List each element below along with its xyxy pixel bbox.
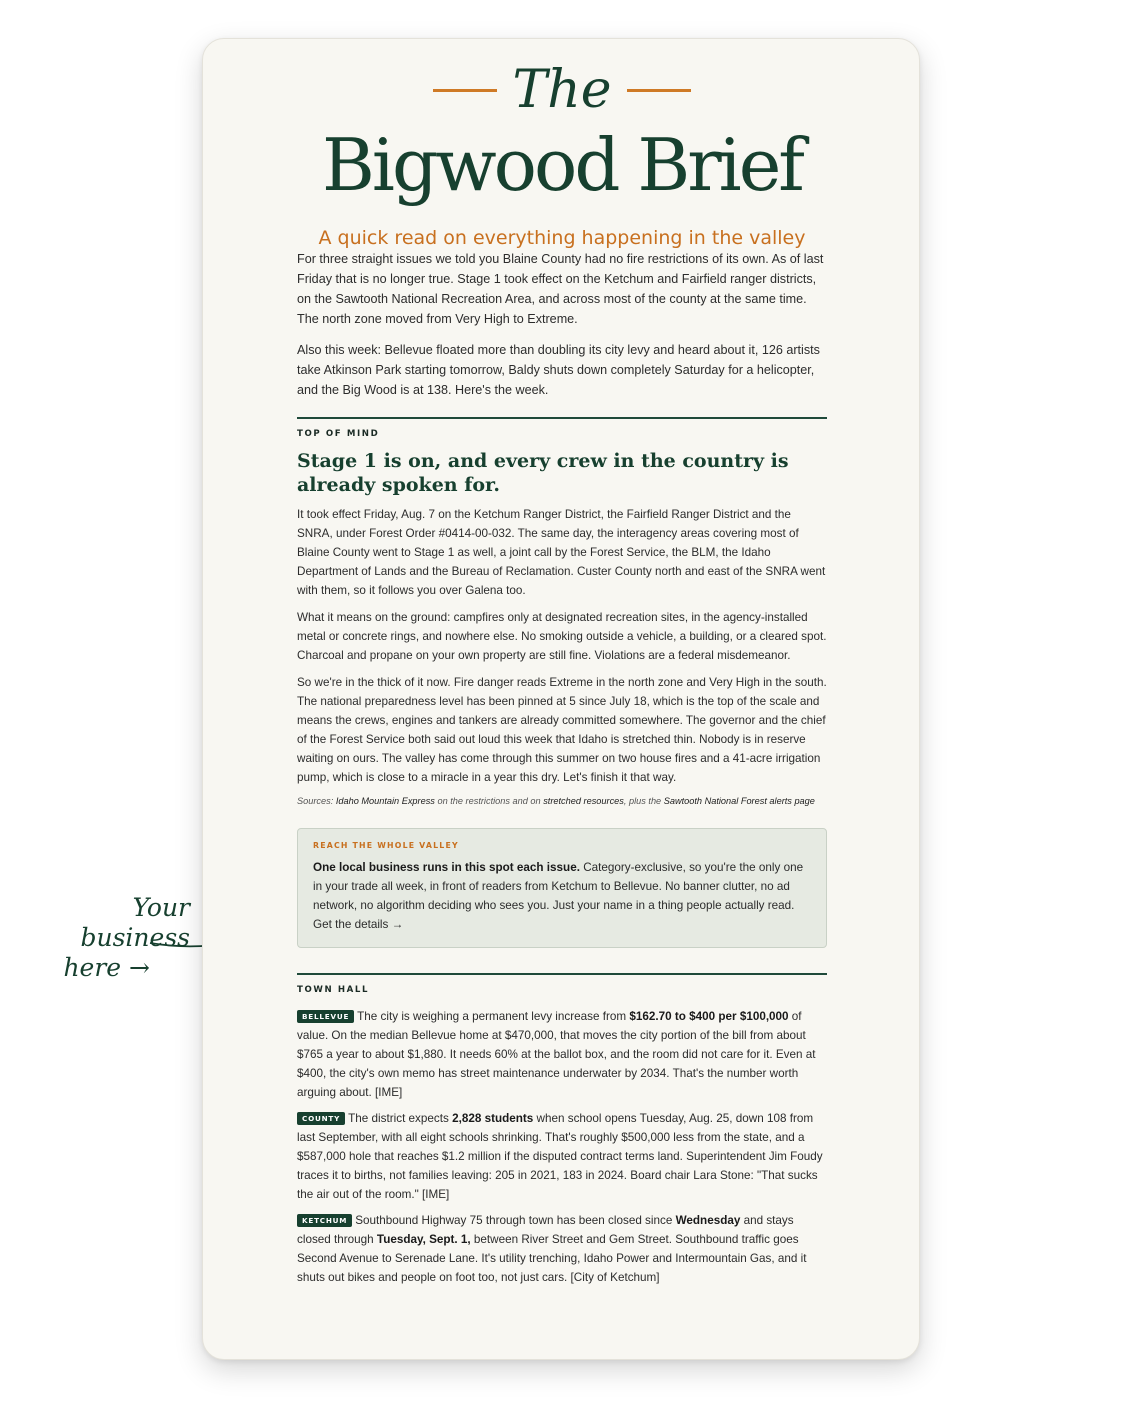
item-text: between River Street and Gem Street. Southbound traffic goes Second Avenue to Serenade Lane. It's utility trenching, Idaho Power and Intermountain Gas, and it shuts out bikes and people on foot too, not just cars. [City of Ketchum]	[297, 1233, 807, 1284]
newsletter-title: Bigwood Brief	[322, 123, 802, 207]
section-divider	[297, 973, 827, 975]
town-hall-section	[297, 985, 827, 1287]
ad-slot	[297, 828, 827, 948]
newsletter-tagline: A quick read on everything happening in the valley	[318, 227, 806, 249]
intro-paragraph: Also this week: Bellevue floated more than doubling its city levy and heard about it, 126 artists take Atkinson Park starting tomorrow, Baldy shuts down completely Saturday for a helicopter, and the Big Wood is at 138. Here's the week.	[297, 343, 820, 397]
top-of-mind-section	[297, 429, 827, 808]
item-bold: 2,828 students	[452, 1112, 534, 1125]
callout-line-2: here →	[63, 953, 150, 982]
ad-details-link[interactable]: Get the details →	[313, 918, 404, 931]
ad-text: Category-exclusive, so you're the only one in your trade all week, in front of readers from Ketchum to Bellevue. No banner clutter, no ad network, no algorithm deciding who sees you. Just your name in a thing people actually read.	[313, 861, 804, 912]
town-badge-ketchum: KETCHUM	[297, 1214, 352, 1227]
newsletter-card	[202, 38, 920, 1360]
story-paragraph: It took effect Friday, Aug. 7 on the Ketchum Ranger District, the Fairfield Ranger District and the SNRA, under Forest Order #0414-00-032. The same day, the interagency areas covering most of Blaine County went to Stage 1 as well, a joint call by the Forest Service, the BLM, the Idaho Department of Lands and the Bureau of Reclamation. Custer County north and east of the SNRA went with them, so it follows you over Galena too.	[297, 508, 826, 597]
masthead-the-row	[203, 57, 920, 123]
story-paragraph: What it means on the ground: campfires only at designated recreation sites, in the agency-installed metal or concrete rings, and nowhere else. No smoking outside a vehicle, a building, or a cleared spot. Charcoal and propane on your own property are still fine. Violations are a federal misdemeanor.	[297, 611, 827, 662]
intro	[297, 249, 827, 400]
sources-text: , plus the	[623, 796, 664, 806]
ad-bold: One local business runs in this spot each issue.	[313, 861, 580, 874]
intro-paragraph: For three straight issues we told you Blaine County had no fire restrictions of its own. As of last Friday that is no longer true. Stage 1 took effect on the Ketchum and Fairfield ranger districts, on the Sawtooth National Recreation Area, and across most of the county at the same time. The north zone moved from Very High to Extreme.	[297, 252, 824, 326]
town-badge-county: COUNTY	[297, 1112, 345, 1125]
item-text: of value. On the median Bellevue home at $470,000, that moves the city portion of the bill from about $765 a year to about $1,880. It needs 60% at the ballot box, and the room did not care for it. Even at $400, the city's own memo has street maintenance underwater by 2034. That's the number worth arguing about. [IME]	[297, 1010, 816, 1099]
item-text: The city is weighing a permanent levy increase from	[357, 1010, 630, 1023]
ad-label: REACH THE WHOLE VALLEY	[313, 841, 459, 850]
section-label-town-hall: TOWN HALL	[297, 985, 370, 995]
town-hall-item	[297, 1211, 827, 1287]
item-text: The district expects	[348, 1112, 453, 1125]
masthead-rule-left	[433, 89, 497, 92]
newsletter-content	[297, 249, 827, 1294]
item-text: Southbound Highway 75 through town has been closed since	[355, 1214, 676, 1227]
callout-line-1: Your business	[80, 893, 190, 952]
item-text: and stays closed through	[297, 1214, 794, 1246]
source-link-sawtooth[interactable]: Sawtooth National Forest alerts page	[663, 796, 815, 806]
masthead-rule-right	[627, 89, 691, 92]
item-text: when school opens Tuesday, Aug. 25, down 108 from last September, with all eight schools shrinking. That's roughly $500,000 less from the state, and a $587,000 hole that reaches $1.2 million if the disputed contract terms land. Superintendent Jim Foudy traces it to births, not families leaving: 205 in 2021, 183 in 2024. Board chair Lara Stone: "That sucks the air out of the room." [IME]	[297, 1112, 823, 1201]
item-bold: Tuesday, Sept. 1,	[376, 1233, 471, 1246]
story-paragraph: So we're in the thick of it now. Fire danger reads Extreme in the north zone and Very High in the south. The national preparedness level has been pinned at 5 since July 18, which is the top of the scale and means the crews, engines and tankers are already committed somewhere. The governor and the chief of the Forest Service both said out loud this week that Idaho is stretched thin. Nobody is in reserve waiting on ours. The valley has come through this summer on two house fires and a 41-acre irrigation pump, which is close to a miracle in a year this dry. Let's finish it that way.	[297, 676, 827, 784]
sources-text: on the restrictions and on	[434, 796, 544, 806]
masthead	[203, 57, 920, 249]
ad-body	[313, 858, 811, 934]
sources-prefix: Sources:	[297, 796, 336, 806]
item-bold: $162.70 to $400 per $100,000	[629, 1010, 789, 1023]
source-link-ime[interactable]: Idaho Mountain Express	[335, 796, 435, 806]
section-label-top-of-mind: TOP OF MIND	[297, 429, 380, 439]
top-of-mind-headline: Stage 1 is on, and every crew in the country is already spoken for.	[297, 450, 789, 496]
masthead-the: The	[512, 60, 612, 120]
source-link-stretched[interactable]: stretched resources	[543, 796, 624, 806]
sources-note	[297, 795, 827, 808]
item-bold: Wednesday	[675, 1214, 741, 1227]
town-hall-item	[297, 1109, 827, 1204]
town-badge-bellevue: BELLEVUE	[297, 1010, 354, 1023]
town-hall-item	[297, 1007, 827, 1102]
section-divider	[297, 417, 827, 419]
